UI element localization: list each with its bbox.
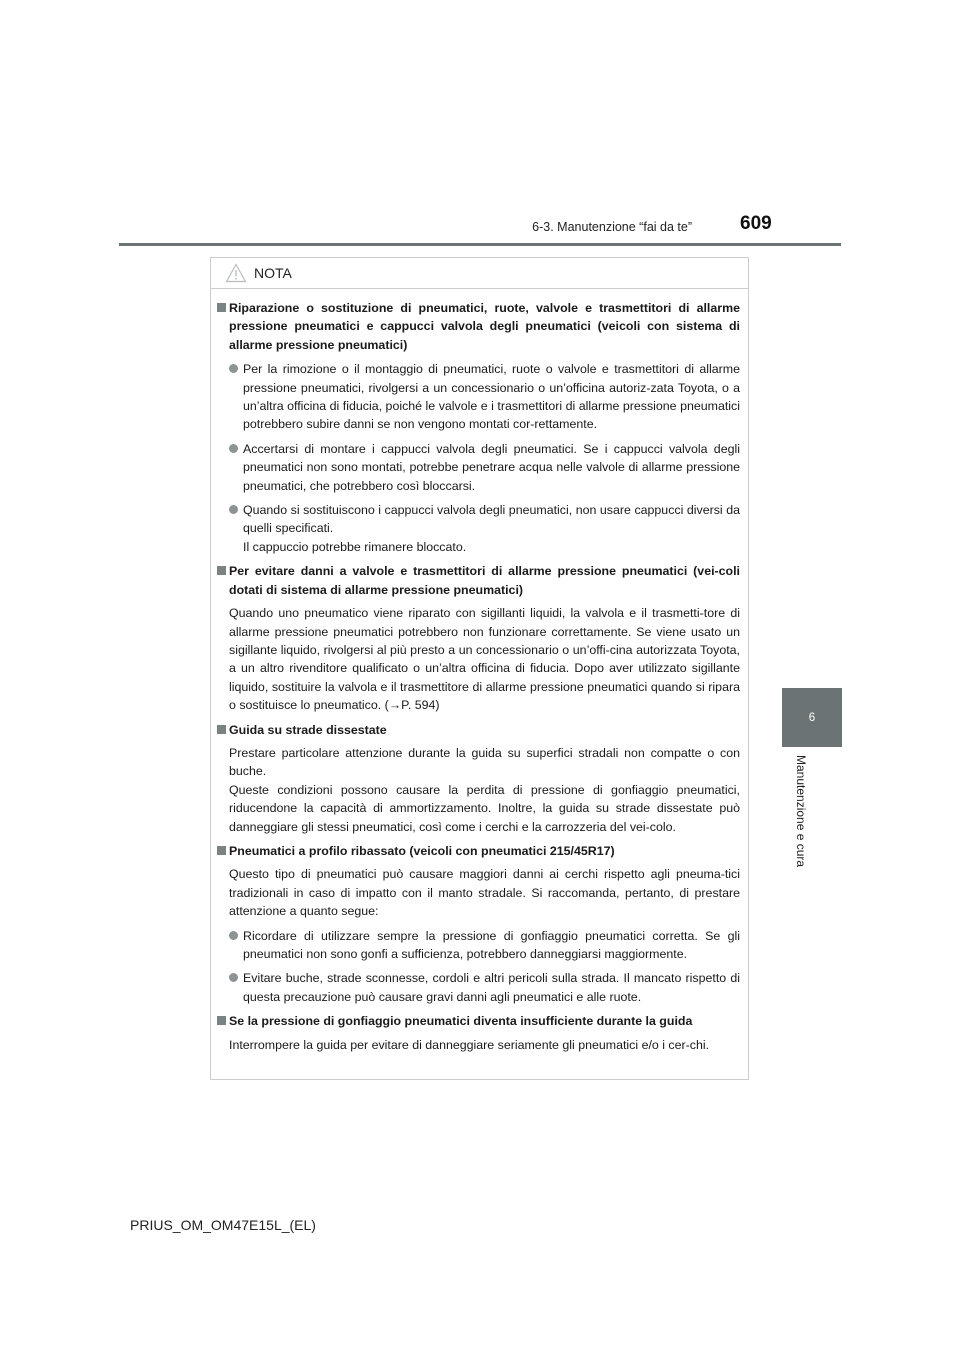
- circle-bullet-icon: [229, 444, 238, 453]
- warning-triangle-icon: [225, 263, 247, 283]
- circle-bullet-icon: [229, 364, 238, 373]
- bullet-item: [217, 501, 740, 556]
- section-heading: [217, 562, 740, 599]
- chapter-tab: [782, 688, 842, 747]
- bullet-text: Il cappuccio potrebbe rimanere bloccato.: [243, 539, 467, 554]
- square-bullet-icon: [217, 566, 226, 575]
- square-bullet-icon: [217, 725, 226, 734]
- paragraph-line: Prestare particolare attenzione durante la guida su superfici stradali non compatte o con buche.: [229, 745, 740, 779]
- notice-header: [211, 258, 748, 289]
- document-code: PRIUS_OM_OM47E15L_(EL): [130, 1217, 316, 1233]
- square-bullet-icon: [217, 1016, 226, 1025]
- bullet-item: [217, 440, 740, 495]
- section-title: 6-3. Manutenzione “fai da te”: [532, 220, 692, 234]
- section-paragraph: Quando uno pneumatico viene riparato con sigillanti liquidi, la valvola e il trasmetti-tore di allarme pressione pneumatici potrebbero non funzionare correttamente. Se viene usato un sigillante liquido, rivolgersi al più presto a un concessionario o un’offi-cina autorizzata Toyota, a un altro rivenditore qualificato o un’altra officina di fiducia. Dopo aver utilizzato sigillante liquido, sostituire la valvola e il trasmettitore di allarme pressione pneumatici quando si ripara o sostituisce lo pneumatico. (→P. 594): [229, 606, 740, 713]
- section-heading: [217, 1012, 740, 1030]
- header-divider: [119, 243, 841, 246]
- page-number: 609: [740, 213, 772, 234]
- chapter-title: Manutenzione e cura: [794, 755, 808, 868]
- bullet-text: Per la rimozione o il montaggio di pneumatici, ruote o valvole e trasmettitori di allarme pressione pneumatici, rivolgersi a un concessionario o un’officina autoriz-zata Toyota, o a un’altra officina di fiducia, poiché le valvole e i trasmettitori di allarme pressione pneumatici potrebbero subire danni se non vengono montati cor-rettamente.: [243, 362, 740, 432]
- section-paragraph: [217, 744, 740, 836]
- paragraph-line: Queste condizioni possono causare la perdita di pressione di gonfiaggio pneumatici, riducendone la capacità di ammortizzamento. Inoltre, la guida su strade dissestate può danneggiare gli stessi pneumatici, così come i cerchi e la carrozzeria del vei-colo.: [229, 782, 740, 834]
- bullet-text: Evitare buche, strade sconnesse, cordoli e altri pericoli sulla strada. Il mancato rispetto di questa precauzione può causare gravi danni agli pneumatici e alle ruote.: [243, 971, 740, 1004]
- bullet-item: [217, 360, 740, 434]
- notice-box: [210, 257, 749, 1080]
- square-bullet-icon: [217, 303, 226, 312]
- bullet-text: Quando si sostituiscono i cappucci valvola degli pneumatici, non usare cappucci diversi da quelli specificati.: [243, 503, 740, 536]
- section-heading: [217, 721, 740, 739]
- bullet-text: Ricordare di utilizzare sempre la pressione di gonfiaggio pneumatici corretta. Se gli pneumatici non sono gonfi a sufficienza, potrebbero danneggiarsi maggiormente.: [243, 928, 740, 961]
- circle-bullet-icon: [229, 973, 238, 982]
- section-title-text: Per evitare danni a valvole e trasmettitori di allarme pressione pneumatici (vei-coli dotati di sistema di allarme pressione pneumatici): [229, 564, 740, 597]
- bullet-text: Accertarsi di montare i cappucci valvola degli pneumatici. Se i cappucci valvola degli pneumatici non sono montati, potrebbe penetrare acqua nelle valvole di allarme pressione pneumatici, che potrebbero così bloccarsi.: [243, 441, 740, 493]
- square-bullet-icon: [217, 846, 226, 855]
- bullet-item: [217, 969, 740, 1006]
- circle-bullet-icon: [229, 931, 238, 940]
- notice-body: [211, 289, 748, 1054]
- section-title-text: Riparazione o sostituzione di pneumatici, ruote, valvole e trasmettitori di allarme pressione pneumatici e cappucci valvola degli pneumatici (veicoli con sistema di allarme pressione pneumatici): [229, 301, 740, 352]
- section-title-text: Pneumatici a profilo ribassato (veicoli con pneumatici 215/45R17): [229, 843, 615, 858]
- section-paragraph: Questo tipo di pneumatici può causare maggiori danni ai cerchi rispetto agli pneuma-tici tradizionali in caso di impatto con il manto stradale. Si raccomanda, pertanto, di prestare attenzione a quanto segue:: [229, 867, 740, 919]
- section-heading: [217, 299, 740, 354]
- section-title-text: Se la pressione di gonfiaggio pneumatici diventa insufficiente durante la guida: [229, 1014, 693, 1029]
- chapter-number: 6: [808, 711, 816, 724]
- notice-title: NOTA: [254, 265, 292, 281]
- section-heading: [217, 842, 740, 860]
- section-title-text: Guida su strade dissestate: [229, 722, 387, 737]
- circle-bullet-icon: [229, 505, 238, 514]
- section-paragraph: Interrompere la guida per evitare di danneggiare seriamente gli pneumatici e/o i cer-chi.: [229, 1037, 710, 1052]
- bullet-item: [217, 927, 740, 964]
